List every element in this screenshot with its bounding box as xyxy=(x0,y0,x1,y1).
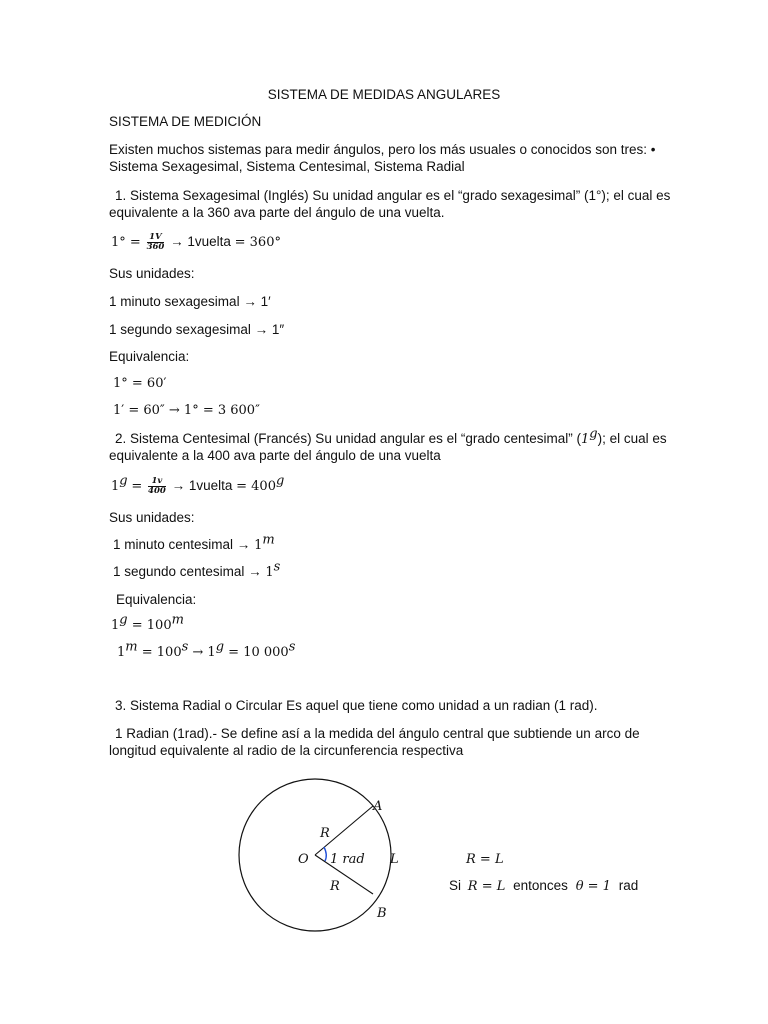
radial-definition-line-2: longitud equivalente al radio de la circunferencia respectiva xyxy=(109,743,464,758)
unit-minute-symbol: 1 xyxy=(254,538,263,553)
formula-arrow: → 1vuelta xyxy=(171,478,233,494)
angle-arc xyxy=(324,847,326,861)
equiv1-b-sup: m xyxy=(171,612,184,628)
label-point-b: B xyxy=(377,906,387,921)
formula-rhs: = 400 xyxy=(236,479,276,495)
equation-r-equals-l: R = L xyxy=(466,852,504,867)
equiv2-a: 1 xyxy=(117,645,126,660)
equiv2-b-sup: s xyxy=(181,639,189,655)
section-heading: SISTEMA DE MEDICIÓN xyxy=(109,114,262,129)
formula-eq: = xyxy=(131,479,143,495)
centesimal-symbol: 1 xyxy=(580,432,590,447)
centesimal-equiv-2 xyxy=(117,639,296,662)
unit-minute-sup: m xyxy=(262,532,275,548)
label-radius-bottom: R xyxy=(330,879,340,894)
sexagesimal-line-2: equivalente a la 360 ava parte del ángulo de una vuelta. xyxy=(109,205,445,220)
fraction xyxy=(148,477,166,496)
formula-arrow: → 1vuelta xyxy=(170,234,231,250)
sexagesimal-units-label: Sus unidades: xyxy=(109,266,195,281)
label-angle-1rad: 1 rad xyxy=(330,852,365,867)
centesimal-line-1-text: 2. Sistema Centesimal (Francés) Su unidad angular es el “grado centesimal” ( xyxy=(115,431,581,446)
centesimal-equiv-1 xyxy=(111,612,184,635)
centesimal-equiv-label: Equivalencia: xyxy=(116,592,197,607)
formula-lhs: 1 xyxy=(111,479,120,495)
label-radius-top: R xyxy=(320,826,330,841)
centesimal-line-2: equivalente a la 400 ava parte del ángulo de una vuelta xyxy=(109,448,441,463)
centesimal-line-1-end: ); el cual es xyxy=(597,431,667,446)
centesimal-units-label: Sus unidades: xyxy=(109,510,195,525)
centesimal-unit-minute xyxy=(113,532,275,555)
label-point-a: A xyxy=(373,799,383,814)
intro-line-2: Sistema Sexagesimal, Sistema Centesimal, Sistema Radial xyxy=(109,159,465,174)
sexagesimal-formula xyxy=(111,233,281,252)
label-origin-o: O xyxy=(298,852,309,867)
sexagesimal-unit-minute: 1 minuto sexagesimal → 1′ xyxy=(109,294,271,309)
equiv2-b: = 100 xyxy=(141,645,182,660)
formula-rhs-sup: g xyxy=(275,473,285,489)
conclusion-si: Si xyxy=(449,878,462,893)
fraction-numerator: 1V xyxy=(147,233,165,243)
fraction-denominator: 400 xyxy=(148,486,166,496)
formula-lhs-sup: g xyxy=(119,473,128,489)
centesimal-unit-second xyxy=(113,559,281,582)
equiv2-a-sup: m xyxy=(125,639,138,655)
formula-rhs: = 360° xyxy=(234,235,281,251)
conclusion-result: θ = 1 xyxy=(575,879,611,894)
conclusion-line xyxy=(449,878,638,894)
intro-line-1: Existen muchos sistemas para medir ángulos, pero los más usuales o conocidos son tres: • xyxy=(109,142,656,157)
page-title: SISTEMA DE MEDIDAS ANGULARES xyxy=(267,87,501,102)
fraction-denominator: 360 xyxy=(146,242,165,252)
centesimal-formula xyxy=(111,473,285,496)
equiv1-b: = 100 xyxy=(131,618,172,633)
unit-second-text: 1 segundo centesimal → xyxy=(113,564,262,579)
sexagesimal-unit-second: 1 segundo sexagesimal → 1″ xyxy=(109,322,285,337)
formula-lhs: 1° = xyxy=(111,235,141,251)
sexagesimal-line-1: 1. Sistema Sexagesimal (Inglés) Su unidad angular es el “grado sexagesimal” (1°); el cual es xyxy=(115,188,671,203)
equiv2-c-sup: g xyxy=(215,639,225,655)
radial-definition-line-1: 1 Radian (1rad).- Se define así a la medida del ángulo central que subtiende un arco de xyxy=(115,726,640,741)
unit-second-sup: s xyxy=(273,559,281,575)
sexagesimal-equiv-1: 1° = 60′ xyxy=(113,376,167,391)
sexagesimal-equiv-2: 1′ = 60″ → 1° = 3 600″ xyxy=(113,403,260,418)
fraction-numerator: 1v xyxy=(148,477,166,487)
label-arc-l: L xyxy=(390,852,399,867)
equiv2-c: → 1 xyxy=(192,645,216,660)
conclusion-condition: R = L xyxy=(467,879,506,894)
conclusion-entonces: entonces xyxy=(513,878,568,893)
equiv1-a: 1 xyxy=(111,618,120,633)
radial-line-1: 3. Sistema Radial o Circular Es aquel que tiene como unidad a un radian (1 rad). xyxy=(115,698,598,713)
conclusion-unit: rad xyxy=(618,878,639,893)
equiv1-a-sup: g xyxy=(119,612,128,628)
sexagesimal-equiv-label: Equivalencia: xyxy=(109,349,190,364)
unit-minute-text: 1 minuto centesimal → xyxy=(113,537,251,552)
radian-diagram xyxy=(230,770,650,940)
unit-second-symbol: 1 xyxy=(265,565,274,580)
centesimal-symbol-sup: g xyxy=(589,426,598,442)
equiv2-d: = 10 000 xyxy=(228,645,289,660)
equiv2-d-sup: s xyxy=(288,639,296,655)
fraction xyxy=(147,233,165,252)
